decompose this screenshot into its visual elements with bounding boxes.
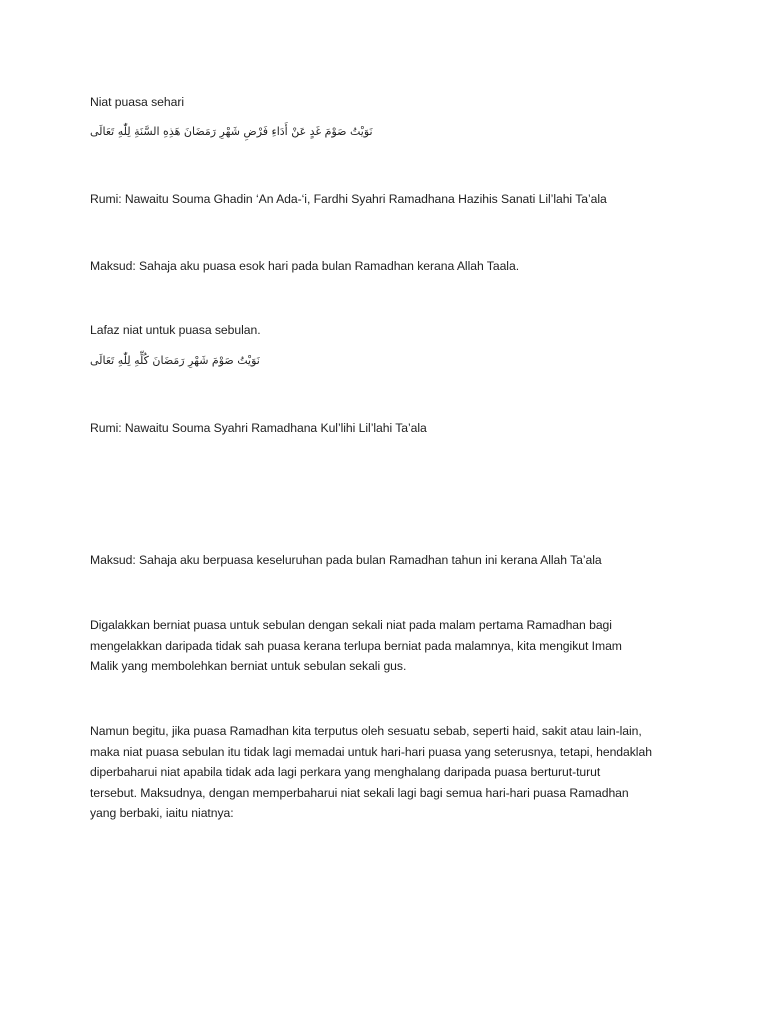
paragraph-line: mengelakkan daripada tidak sah puasa kerana terlupa berniat pada malamnya, kita mengikut Imam xyxy=(90,638,622,653)
paragraph-line: diperbaharui niat apabila tidak ada lagi perkara yang menghalang daripada puasa berturut-turut xyxy=(90,765,601,780)
rumi-niat-sehari: Rumi: Nawaitu Souma Ghadin ‘An Ada-‘i, Fardhi Syahri Ramadhana Hazihis Sanati Lil’lahi Ta’ala xyxy=(90,192,607,206)
paragraph-line: maka niat puasa sebulan itu tidak lagi memadai untuk hari-hari puasa yang seterusnya, tetapi, hendaklah xyxy=(90,744,652,759)
paragraph-line: Malik yang membolehkan berniat untuk sebulan sekali gus. xyxy=(90,659,407,674)
rumi-niat-sebulan: Rumi: Nawaitu Souma Syahri Ramadhana Kul’lihi Lil’lahi Ta’ala xyxy=(90,421,427,435)
paragraph-namun-begitu xyxy=(90,721,680,824)
maksud-niat-sehari: Maksud: Sahaja aku puasa esok hari pada bulan Ramadhan kerana Allah Taala. xyxy=(90,259,520,273)
maksud-niat-sebulan: Maksud: Sahaja aku berpuasa keseluruhan pada bulan Ramadhan tahun ini kerana Allah Ta’ala xyxy=(90,553,602,567)
paragraph-digalakkan xyxy=(90,615,680,677)
paragraph-line: Digalakkan berniat puasa untuk sebulan dengan sekali niat pada malam pertama Ramadhan bagi xyxy=(90,618,612,632)
heading-niat-sebulan: Lafaz niat untuk puasa sebulan. xyxy=(90,323,261,337)
arabic-niat-sehari: نَوَيْتُ صَوْمَ غَدٍ عَنْ أَدَاءِ فَرْضِ شَهْرِ رَمَضَانَ هَذِهِ السَّنَةِ لِلّٰهِ تَعَالَى xyxy=(90,125,373,138)
arabic-niat-sebulan: نَوَيْتُ صَوْمَ شَهْرِ رَمَضَانَ كُلِّهِ لِلّٰهِ تَعَالَى xyxy=(90,354,260,367)
paragraph-line: yang berbaki, iaitu niatnya: xyxy=(90,806,234,821)
paragraph-line: Namun begitu, jika puasa Ramadhan kita terputus oleh sesuatu sebab, seperti haid, sakit atau lain-lain, xyxy=(90,724,642,738)
heading-niat-sehari: Niat puasa sehari xyxy=(90,95,184,109)
paragraph-line: tersebut. Maksudnya, dengan memperbaharui niat sekali lagi bagi semua hari-hari puasa Ramadhan xyxy=(90,785,629,800)
